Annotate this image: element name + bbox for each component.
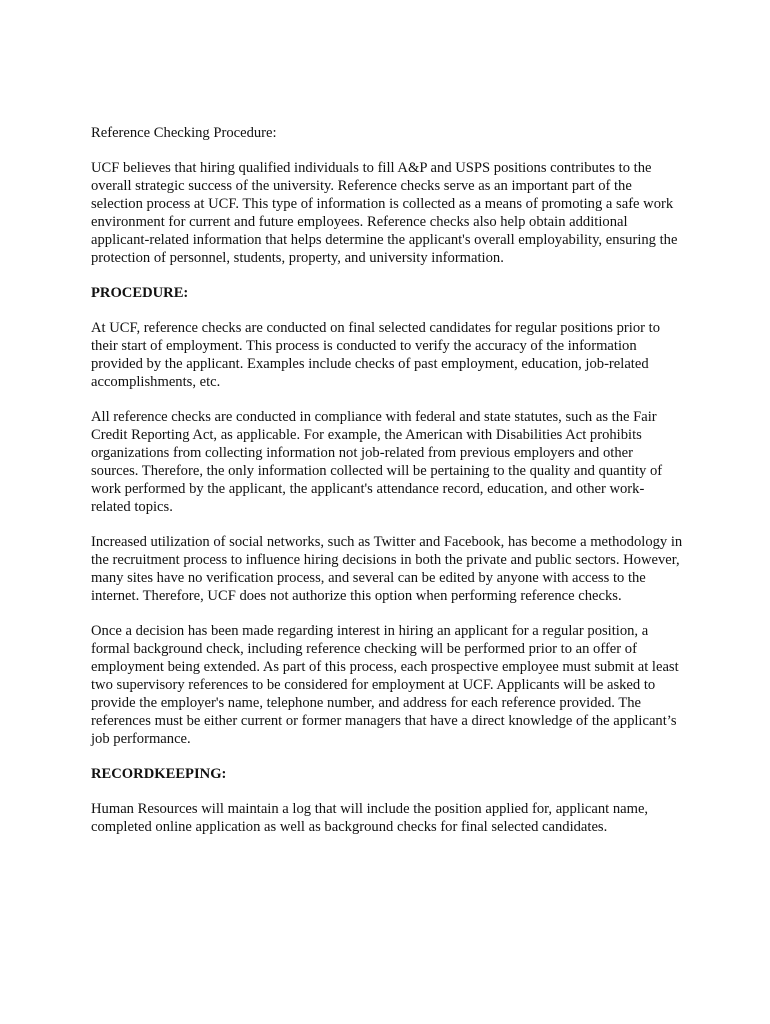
procedure-heading: PROCEDURE: [91, 285, 189, 301]
document-body [91, 124, 683, 853]
procedure-paragraph: Once a decision has been made regarding interest in hiring an applicant for a regular position, a formal background check, including reference checking will be performed prior to an offer of employment being extended. As part of this process, each prospective employee must submit at least two supervisory references to be considered for employment at UCF. Applicants will be asked to provide the employer's name, telephone number, and address for each reference provided. The references must be either current or former managers that have a direct knowledge of the applicant’s job performance. [91, 623, 679, 747]
recordkeeping-heading: RECORDKEEPING: [91, 766, 227, 782]
recordkeeping-paragraph: Human Resources will maintain a log that will include the position applied for, applicant name, completed online application as well as background checks for final selected candidates. [91, 801, 649, 835]
document-title: Reference Checking Procedure: [91, 125, 277, 141]
intro-paragraph: UCF believes that hiring qualified individuals to fill A&P and USPS positions contributes to the overall strategic success of the university. Reference checks serve as an important part of the selection process at UCF. This type of information is collected as a means of promoting a safe work environment for current and future employees. Reference checks also help obtain additional applicant-related information that helps determine the applicant's overall employability, ensuring the protection of personnel, students, property, and university information. [91, 160, 678, 266]
procedure-paragraph: At UCF, reference checks are conducted on final selected candidates for regular positions prior to their start of employment. This process is conducted to verify the accuracy of the information provided by the applicant. Examples include checks of past employment, education, job-related accomplishments, etc. [91, 320, 660, 390]
procedure-paragraph: All reference checks are conducted in compliance with federal and state statutes, such as the Fair Credit Reporting Act, as applicable. For example, the American with Disabilities Act prohibits organizations from collecting information not job-related from previous employers and other sources. Therefore, the only information collected will be pertaining to the quality and quantity of work performed by the applicant, the applicant's attendance record, education, and other work-related topics. [91, 409, 663, 515]
procedure-paragraph: Increased utilization of social networks, such as Twitter and Facebook, has become a methodology in the recruitment process to influence hiring decisions in both the private and public sectors. However, many sites have no verification process, and several can be edited by anyone with access to the internet. Therefore, UCF does not authorize this option when performing reference checks. [91, 534, 683, 604]
